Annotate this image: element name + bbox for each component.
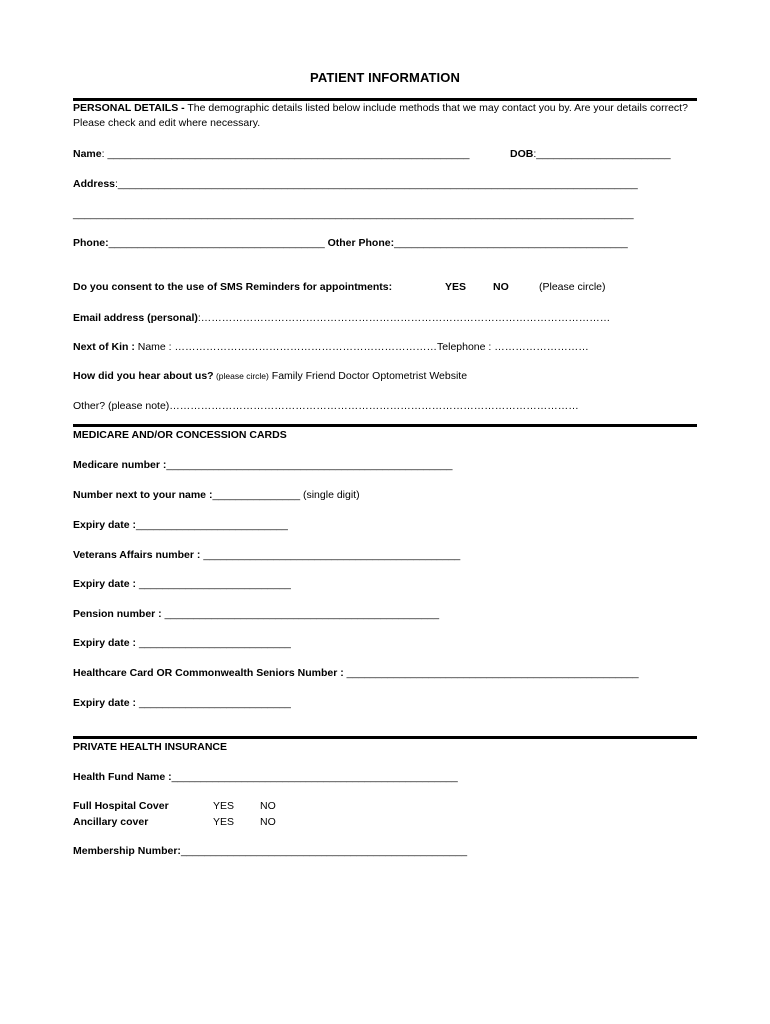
next-of-kin-field[interactable] [73, 340, 589, 354]
expiry-label: Expiry date : [73, 637, 139, 649]
other-phone-label: Other Phone: [324, 237, 395, 249]
expiry-line: __________________________ [138, 697, 291, 709]
expiry-label: Expiry date : [73, 578, 139, 590]
name-field[interactable] [73, 147, 470, 161]
healthcare-card-line: __________________________________________________ [346, 667, 639, 679]
ancillary-yes-option[interactable]: YES [213, 816, 235, 828]
referral-source-options[interactable]: Family Friend Doctor Optometrist Website [268, 370, 468, 382]
healthcare-card-label: Healthcare Card OR Commonwealth Seniors Number : [73, 667, 347, 679]
name-line: : ______________________________________________________________ [101, 148, 470, 160]
phone-label: Phone: [73, 237, 109, 249]
full-hospital-cover-label: Full Hospital Cover [73, 800, 169, 812]
membership-number-label: Membership Number: [73, 845, 181, 857]
private-insurance-heading: PRIVATE HEALTH INSURANCE [73, 741, 228, 753]
expiry-label: Expiry date : [73, 697, 139, 709]
health-fund-label: Health Fund Name : [73, 771, 172, 783]
medicare-number-field[interactable] [73, 458, 453, 472]
expiry-line: __________________________ [138, 637, 291, 649]
dob-line: :_______________________ [533, 148, 671, 160]
dob-label: DOB [510, 148, 534, 160]
veterans-affairs-line: ____________________________________________ [203, 549, 461, 561]
veterans-expiry-field[interactable] [73, 577, 291, 591]
veterans-affairs-field[interactable] [73, 548, 460, 562]
membership-number-field[interactable] [73, 844, 467, 858]
hospital-no-option[interactable]: NO [260, 800, 276, 812]
address-line-2: ________________________________________________________________________________________________ [73, 208, 634, 220]
number-next-to-name-label: Number next to your name : [73, 489, 213, 501]
email-label: Email address (personal) [73, 312, 198, 324]
number-next-to-name-line: _______________ [212, 489, 301, 501]
referral-source-row[interactable] [73, 369, 467, 383]
dob-field[interactable] [510, 147, 671, 161]
hospital-yes-option[interactable]: YES [213, 800, 235, 812]
personal-details-heading: PERSONAL DETAILS - [73, 102, 185, 114]
personal-details-description: The demographic details listed below include methods that we may contact you by. Are your details correct? Please check and edit where necessary. [73, 102, 688, 129]
email-field[interactable] [73, 311, 610, 325]
expiry-line: __________________________ [138, 578, 291, 590]
pension-number-line: _______________________________________________ [164, 608, 440, 620]
ancillary-no-option[interactable]: NO [260, 816, 276, 828]
next-of-kin-details: Name : …………………………………………………………………Telephone : ……………………… [134, 341, 589, 353]
page-title: PATIENT INFORMATION [310, 70, 460, 85]
expiry-line: __________________________ [136, 519, 288, 531]
ancillary-cover-label: Ancillary cover [73, 816, 149, 828]
referral-source-note: (please circle) [213, 371, 269, 381]
phone-row[interactable] [73, 236, 628, 250]
number-next-to-name-field[interactable] [73, 488, 360, 502]
other-phone-line: ________________________________________ [394, 237, 628, 249]
personal-details-intro [73, 101, 693, 131]
next-of-kin-label: Next of Kin : [73, 341, 135, 353]
sms-note: (Please circle) [539, 281, 606, 293]
medicare-section-heading: MEDICARE AND/OR CONCESSION CARDS [73, 429, 287, 441]
email-line: :……………………………………………………………………………………………………… [197, 312, 611, 324]
address-label: Address [73, 178, 116, 190]
section-divider [73, 736, 697, 739]
pension-expiry-field[interactable] [73, 636, 291, 650]
pension-number-label: Pension number : [73, 608, 165, 620]
healthcare-expiry-field[interactable] [73, 696, 291, 710]
medicare-number-label: Medicare number : [73, 459, 167, 471]
sms-consent-question: Do you consent to the use of SMS Reminders for appointments: [73, 281, 393, 293]
address-line: :_________________________________________________________________________________________ [115, 178, 638, 190]
section-divider [73, 424, 697, 427]
phone-line: _____________________________________ [108, 237, 325, 249]
healthcare-card-field[interactable] [73, 666, 639, 680]
address-field-line-2[interactable] [73, 207, 634, 221]
address-field[interactable] [73, 177, 638, 191]
medicare-expiry-field[interactable] [73, 518, 288, 532]
health-fund-field[interactable] [73, 770, 458, 784]
other-referral-field[interactable]: Other? (please note)……………………………………………………………………………………………………… [73, 400, 579, 412]
single-digit-note: (single digit) [300, 489, 360, 501]
referral-source-question: How did you hear about us? [73, 370, 214, 382]
name-label: Name [73, 148, 102, 160]
medicare-number-line: _________________________________________________ [166, 459, 453, 471]
sms-yes-option[interactable]: YES [445, 281, 467, 293]
membership-number-line: _________________________________________________ [180, 845, 468, 857]
health-fund-line: _________________________________________________ [171, 771, 458, 783]
pension-number-field[interactable] [73, 607, 439, 621]
expiry-label: Expiry date : [73, 519, 137, 531]
veterans-affairs-label: Veterans Affairs number : [73, 549, 204, 561]
sms-no-option[interactable]: NO [493, 281, 509, 293]
